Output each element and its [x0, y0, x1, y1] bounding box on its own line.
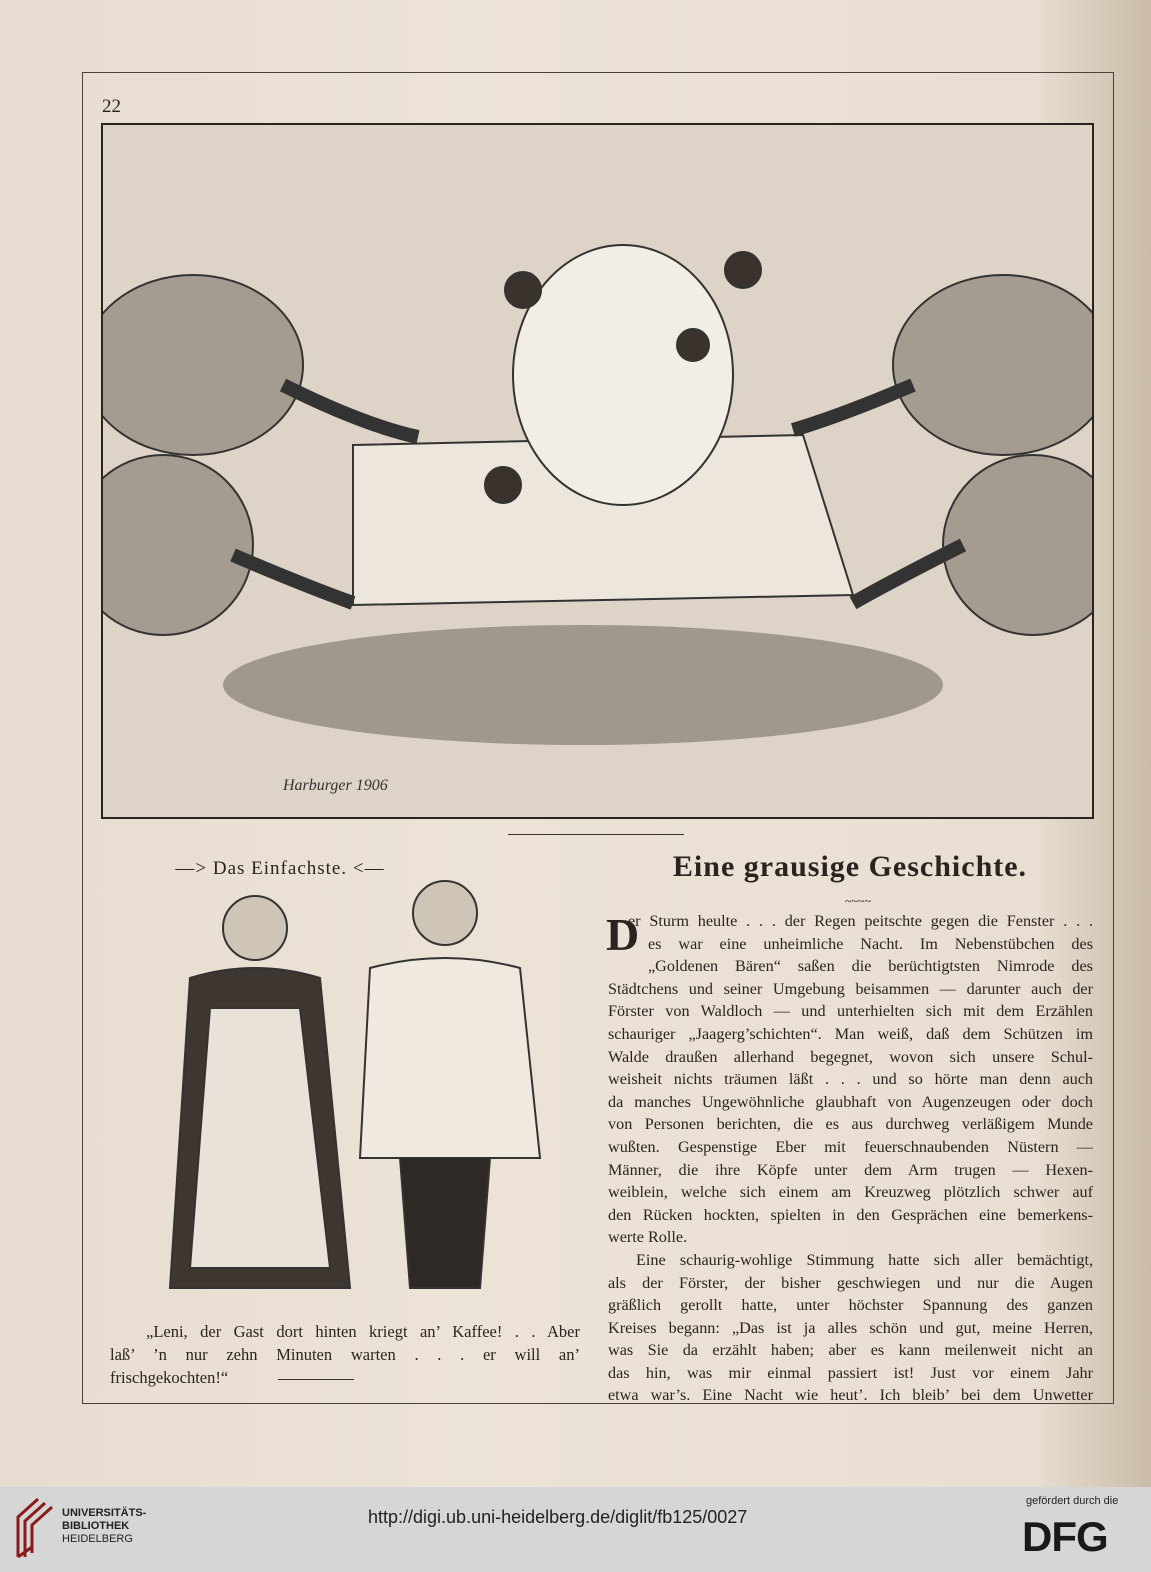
illustration-caption: „Leni, der Gast dort hinten kriegt an’ Kaffee! . . Aber laß’ ’n nur zehn Minuten warten . . . er will an’ frischgekochten!“: [110, 1322, 580, 1387]
viewer-footer: [0, 1487, 1151, 1572]
library-name: UNIVERSITÄTS- BIBLIOTHEK HEIDELBERG: [62, 1507, 147, 1545]
waitress-and-innkeeper-illustration: [150, 868, 575, 1298]
university-library-logo-icon[interactable]: [12, 1497, 56, 1564]
story-text-column: D er Sturm heulte . . . der Regen peitschte gegen die Fenster . . . es war eine unheimliche Nacht. Im Nebenstübchen des „Goldenen Bären“ saßen die berüchtigtsten Nimrode des Städtchens und seiner Umgebung beisammen — darunter auch der Förster von Waldloch — und unterhielten sich mit dem Erzählen schauriger „Jaagerg’schichten“. Man weiß, daß dem Schützen im Walde draußen allerhand begegnet, wovon sich unsere Schul- weisheit nichts träumen läßt . . . und so hörte man denn auch da manches Ungewöhnliche glaubhaft von Augenzeugen oder doch von Personen berichten, die es aus durchweg verläßigem Munde wußten. Gespenstige Eber mit feuerschnaubenden Nüstern — Männer, die ihre Köpfe unter dem Arm trugen — Hexen- weiblein, welche sich einem am Kreuzweg plötzlich schwer auf den Rücken hockten, spielten in den Gesprächen eine bemerkens- werte Rolle. Eine schaurig-wohlige Stimmung hatte sich aller bemächtigt, als der Förster, der bisher geschwiegen und nur die Augen gräßlich gerollt hatte, unter höchster Spannung des ganzen Kreises begann: „Das ist ja alles schön und gut, meine Herren, was Sie da erzählt haben; aber es kann meilenweit nicht an das hin, was mir einmal passiert ist! Just vor einem Jahr etwa war’s. Eine Nacht wie heut’. Ich bleib’ bei dem Unwetter: [606, 909, 1093, 1405]
permalink-url[interactable]: http://digi.ub.uni-heidelberg.de/diglit/fb125/0027: [368, 1507, 748, 1527]
elephant-cartoon-illustration: [101, 123, 1094, 819]
cartoon-signature: Harburger 1906: [283, 777, 388, 794]
funding-note: gefördert durch die: [1026, 1495, 1119, 1507]
title-ornament: ~~~~: [845, 894, 871, 908]
drop-cap: D: [606, 909, 640, 960]
story-title: Eine grausige Geschichte.: [672, 850, 1028, 883]
page-number: 22: [102, 96, 121, 117]
caption-rule: [278, 1379, 354, 1380]
left-heading: —> Das Einfachste. <—: [175, 858, 385, 879]
dfg-logo[interactable]: DFG: [1022, 1513, 1108, 1560]
section-divider: [508, 834, 684, 835]
